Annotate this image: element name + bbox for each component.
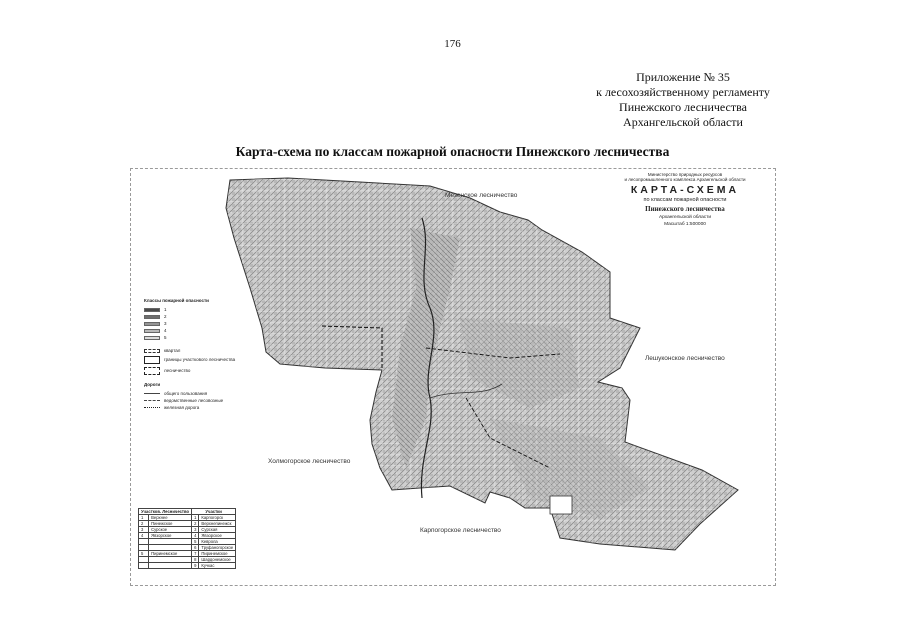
table-cell: [149, 563, 192, 569]
table-cell: Явзорское: [199, 533, 236, 539]
table-cell: 6: [192, 545, 199, 551]
legend-road-label: ведомственные лесовозные: [164, 398, 224, 403]
legend-class-row: [144, 313, 244, 320]
stamp-ministry: Министерство природных ресурсов: [647, 172, 723, 177]
table-cell: 2: [192, 521, 199, 527]
legend-class-label: 2: [164, 314, 167, 319]
table-cell: 1: [192, 515, 199, 521]
legend-swatch: [144, 336, 160, 340]
legend-class-row: [144, 334, 244, 341]
table-cell: [139, 563, 149, 569]
map-title: Карта-схема по классам пожарной опасности Пинежского лесничества: [235, 144, 670, 159]
table-cell: Пинежское: [149, 521, 192, 527]
legend-class-label: 3: [164, 321, 167, 326]
table-cell: Сурское: [149, 527, 192, 533]
legend-forestry-label: лесничество: [164, 368, 191, 373]
legend-road-line: [144, 400, 160, 401]
table-cell: Сурская: [199, 527, 236, 533]
legend-district-label: границы участкового лесничества: [164, 357, 236, 362]
legend-class-row: [144, 327, 244, 334]
legend-forestry-swatch: [144, 367, 160, 375]
legend-swatch: [144, 322, 160, 326]
legend-road-row: [144, 397, 244, 404]
legend-heading: Классы пожарной опасности: [144, 298, 209, 303]
stamp-subtitle: по классам пожарной опасности: [643, 197, 727, 203]
legend-quarter-label: квартал: [164, 348, 181, 353]
table-header-district: Участков. Лесничество: [139, 509, 192, 515]
legend-road-line: [144, 407, 160, 408]
table-header-row: [139, 509, 236, 515]
map-stamp: [600, 172, 770, 227]
legend-quarter-row: [144, 347, 244, 354]
district-table: [138, 508, 236, 569]
stamp-title: КАРТА-СХЕМА: [630, 184, 740, 196]
map-legend: [144, 298, 244, 411]
table-cell: 4: [192, 533, 199, 539]
legend-road-label: железная дорога: [164, 405, 200, 410]
neighbor-south-label: Карпогорское лесничество: [420, 527, 501, 534]
stamp-region: Архангельской области: [658, 215, 712, 220]
table-cell: 9: [192, 563, 199, 569]
table-cell: 4: [139, 533, 149, 539]
appendix-line-3: Пинежского лесничества: [619, 100, 747, 114]
legend-swatch: [144, 315, 160, 319]
legend-road-label: общего пользования: [164, 391, 208, 396]
legend-class-label: 4: [164, 328, 167, 333]
table-cell: Карпогорск: [199, 515, 236, 521]
appendix-line-4: Архангельской области: [623, 115, 743, 129]
table-cell: Кеврола: [199, 539, 236, 545]
legend-road-row: [144, 390, 244, 397]
table-cell: Явзорское: [149, 533, 192, 539]
legend-class-label: 1: [164, 307, 167, 312]
table-cell: Верхнее: [149, 515, 192, 521]
table-cell: 3: [192, 527, 199, 533]
neighbor-east-label: Лешуконское лесничество: [645, 355, 725, 362]
appendix-header: [533, 70, 833, 130]
legend-class-label: 5: [164, 335, 167, 340]
legend-swatch: [144, 308, 160, 312]
table-cell: 7: [192, 551, 199, 557]
table-cell: 1: [139, 515, 149, 521]
table-row: [139, 563, 236, 569]
legend-road-row: [144, 404, 244, 411]
table-cell: 2: [139, 521, 149, 527]
table-cell: 5: [139, 551, 149, 557]
legend-roads-heading: Дороги: [144, 382, 161, 387]
table-cell: 5: [192, 539, 199, 545]
legend-class-row: [144, 306, 244, 313]
legend-quarter-swatch: [144, 349, 160, 353]
table-cell: Шардонемское: [199, 557, 236, 563]
table-cell: Верхнепинежск: [199, 521, 236, 527]
table-cell: 8: [192, 557, 199, 563]
table-cell: Пиринемское: [149, 551, 192, 557]
legend-district-row: [144, 354, 244, 365]
legend-swatch: [144, 329, 160, 333]
table-cell: Труфаногорское: [199, 545, 236, 551]
legend-road-line: [144, 393, 160, 394]
table-cell: Кучкас: [199, 563, 236, 569]
table-cell: 3: [139, 527, 149, 533]
appendix-line-2: к лесохозяйственному регламенту: [596, 85, 770, 99]
stamp-scale: Масштаб 1:500000: [664, 222, 706, 227]
legend-class-row: [144, 320, 244, 327]
stamp-forestry: Пинежского лесничества: [645, 205, 725, 213]
appendix-line-1: Приложение № 35: [636, 70, 730, 84]
legend-district-swatch: [144, 356, 160, 364]
table-header-section: Участки: [192, 509, 236, 515]
neighbor-west-label: Холмогорское лесничество: [268, 458, 351, 465]
page-number: 176: [444, 38, 461, 50]
stamp-ministry-2: и лесопромышленного комплекса Архангельской области: [624, 177, 746, 182]
legend-forestry-row: [144, 365, 244, 376]
neighbor-north-label: Мезенское лесничество: [445, 192, 518, 199]
table-cell: Пиринемское: [199, 551, 236, 557]
